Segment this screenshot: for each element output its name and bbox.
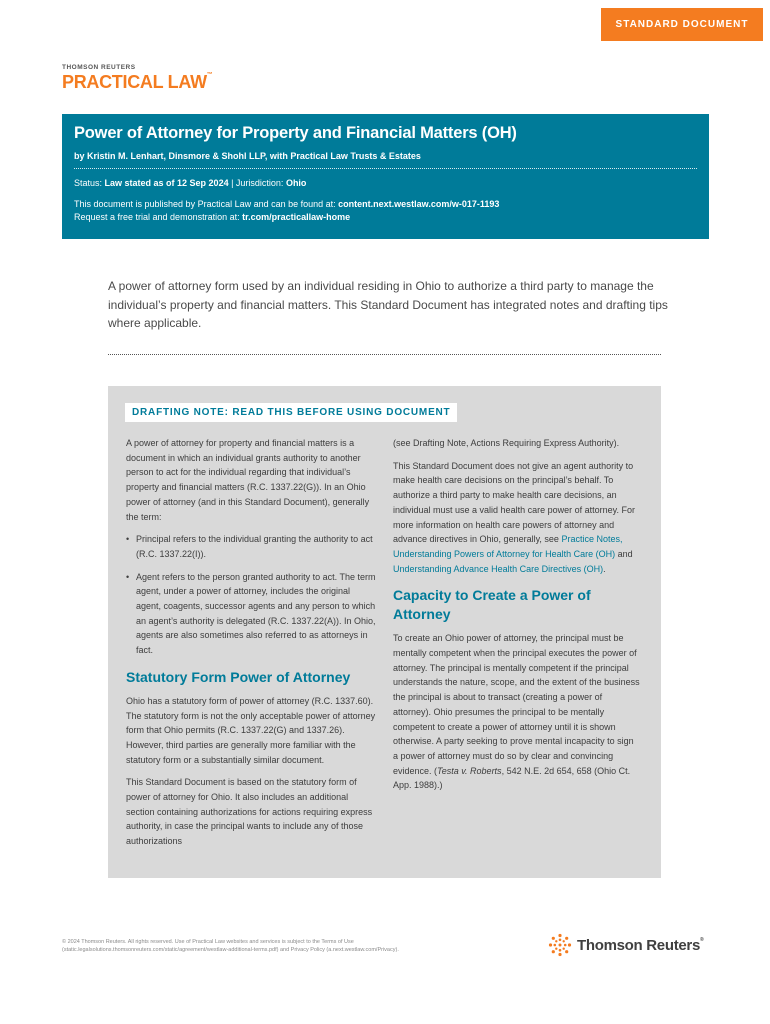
copyright-footer: © 2024 Thomson Reuters. All rights reserved. Use of Practical Law websites and services is subject to the Terms of Use (static.legalsolutions.thomsonreuters.com/static/agreement/westlaw-additional-terms.pdf) and Privacy Policy (a.next.westlaw.com/Privacy).	[62, 939, 399, 953]
abstract-divider	[108, 354, 661, 355]
brand-name: PRACTICAL LAW™	[62, 72, 213, 92]
note-column-left	[126, 436, 376, 857]
capacity-heading: Capacity to Create a Power of Attorney	[393, 587, 591, 623]
thomson-reuters-wordmark: Thomson Reuters®	[577, 936, 704, 954]
term-principal: • Principal refers to the individual granting the authority to act (R.C. 1337.22(I)).	[126, 532, 376, 561]
statutory-form-heading: Statutory Form Power of Attorney	[126, 668, 351, 685]
note-paragraph: To create an Ohio power of attorney, the principal must be mentally competent when the principal executes the power of attorney. The principal is mentally competent if the principal understands the nature, scope, and the extent of the business the principal is about to transact (creating a power of attorney). Ohio presumes the principal to be mentally competent to create a power of attorney until it is shown otherwise. A party seeking to prove mental incapacity to sign a power of attorney must do so by clear and convincing evidence. (Testa v. Roberts, 542 N.E. 2d 654, 658 (Ohio Ct. App. 1988).)	[393, 633, 640, 791]
advance-directives-link[interactable]: Understanding Advance Health Care Directives (OH)	[393, 563, 604, 574]
note-paragraph: This Standard Document is based on the statutory form of power of attorney for Ohio. It also includes an additional section containing authorizations for actions requiring express authority, in case the principal wants to include any of those authorizations	[126, 777, 373, 847]
drafting-note-box	[108, 386, 661, 878]
header-divider	[74, 168, 697, 169]
drafting-note-label: DRAFTING NOTE: READ THIS BEFORE USING DOCUMENT	[125, 403, 457, 422]
note-paragraph: This Standard Document does not give an agent authority to make health care decisions on the principal’s behalf. To authorize a third party to make health care decisions, an individual must use a valid health care power of attorney. For more information on health care powers of attorney and advance directives in Ohio, generally, see Practice Notes, Understanding Powers of Attorney for Health Care (OH) and Understanding Advance Health Care Directives (OH).	[393, 460, 635, 574]
practical-law-logo	[62, 64, 212, 93]
document-abstract: A power of attorney form used by an individual residing in Ohio to authorize a third party to manage the individual’s property and financial matters. This Standard Document has integrated notes and drafting tips where applicable.	[108, 279, 668, 330]
term-agent: • Agent refers to the person granted authority to act. The term agent, under a power of attorney, includes the original agent, coagents, successor agents and any person to which an agent’s authority is delegated (R.C. 1337.22(A)). In Ohio, agents are also sometimes also referred to as attorneys in fact.	[126, 570, 376, 658]
case-citation: Testa v. Roberts	[437, 765, 502, 776]
health-care-poa-link[interactable]: Practice Notes, Understanding Powers of Attorney for Health Care (OH)	[393, 534, 623, 559]
note-column-right	[393, 436, 641, 801]
brand-parent: THOMSON REUTERS	[62, 64, 136, 71]
thomson-reuters-mark-icon	[548, 933, 572, 957]
note-paragraph: A power of attorney for property and financial matters is a document in which an individual grants authority to another person to act for the individual regarding that individual’s property and financial matters (R.C. 1337.22(G)). In an Ohio power of attorney (and in this Standard Document), generally the term:	[126, 438, 370, 522]
document-authors: by Kristin M. Lenhart, Dinsmore & Shohl LLP, with Practical Law Trusts & Estates	[74, 151, 421, 161]
trial-link[interactable]: tr.com/practicallaw-home	[242, 212, 351, 222]
document-title: Power of Attorney for Property and Financial Matters (OH)	[74, 124, 517, 142]
document-header	[62, 114, 709, 239]
thomson-reuters-logo	[548, 933, 703, 957]
document-status: Status: Law stated as of 12 Sep 2024 | Jurisdiction: Ohio	[74, 178, 307, 188]
term-list	[126, 532, 376, 658]
note-paragraph: Ohio has a statutory form of power of attorney (R.C. 1337.60). The statutory form is not the only acceptable power of attorney form that Ohio permits (R.C. 1337.22(G) and 1337.26). However, third parties are generally more familiar with the statutory form or a substantially similar document.	[126, 695, 376, 765]
note-paragraph: (see Drafting Note, Actions Requiring Express Authority).	[393, 438, 620, 448]
publication-info: This document is published by Practical Law and can be found at: content.next.westlaw.com/w-017-1193 Request a free trial and demonstration at: tr.com/practicallaw-home	[74, 199, 500, 222]
document-link[interactable]: content.next.westlaw.com/w-017-1193	[338, 199, 500, 209]
standard-document-badge: STANDARD DOCUMENT	[601, 8, 763, 41]
